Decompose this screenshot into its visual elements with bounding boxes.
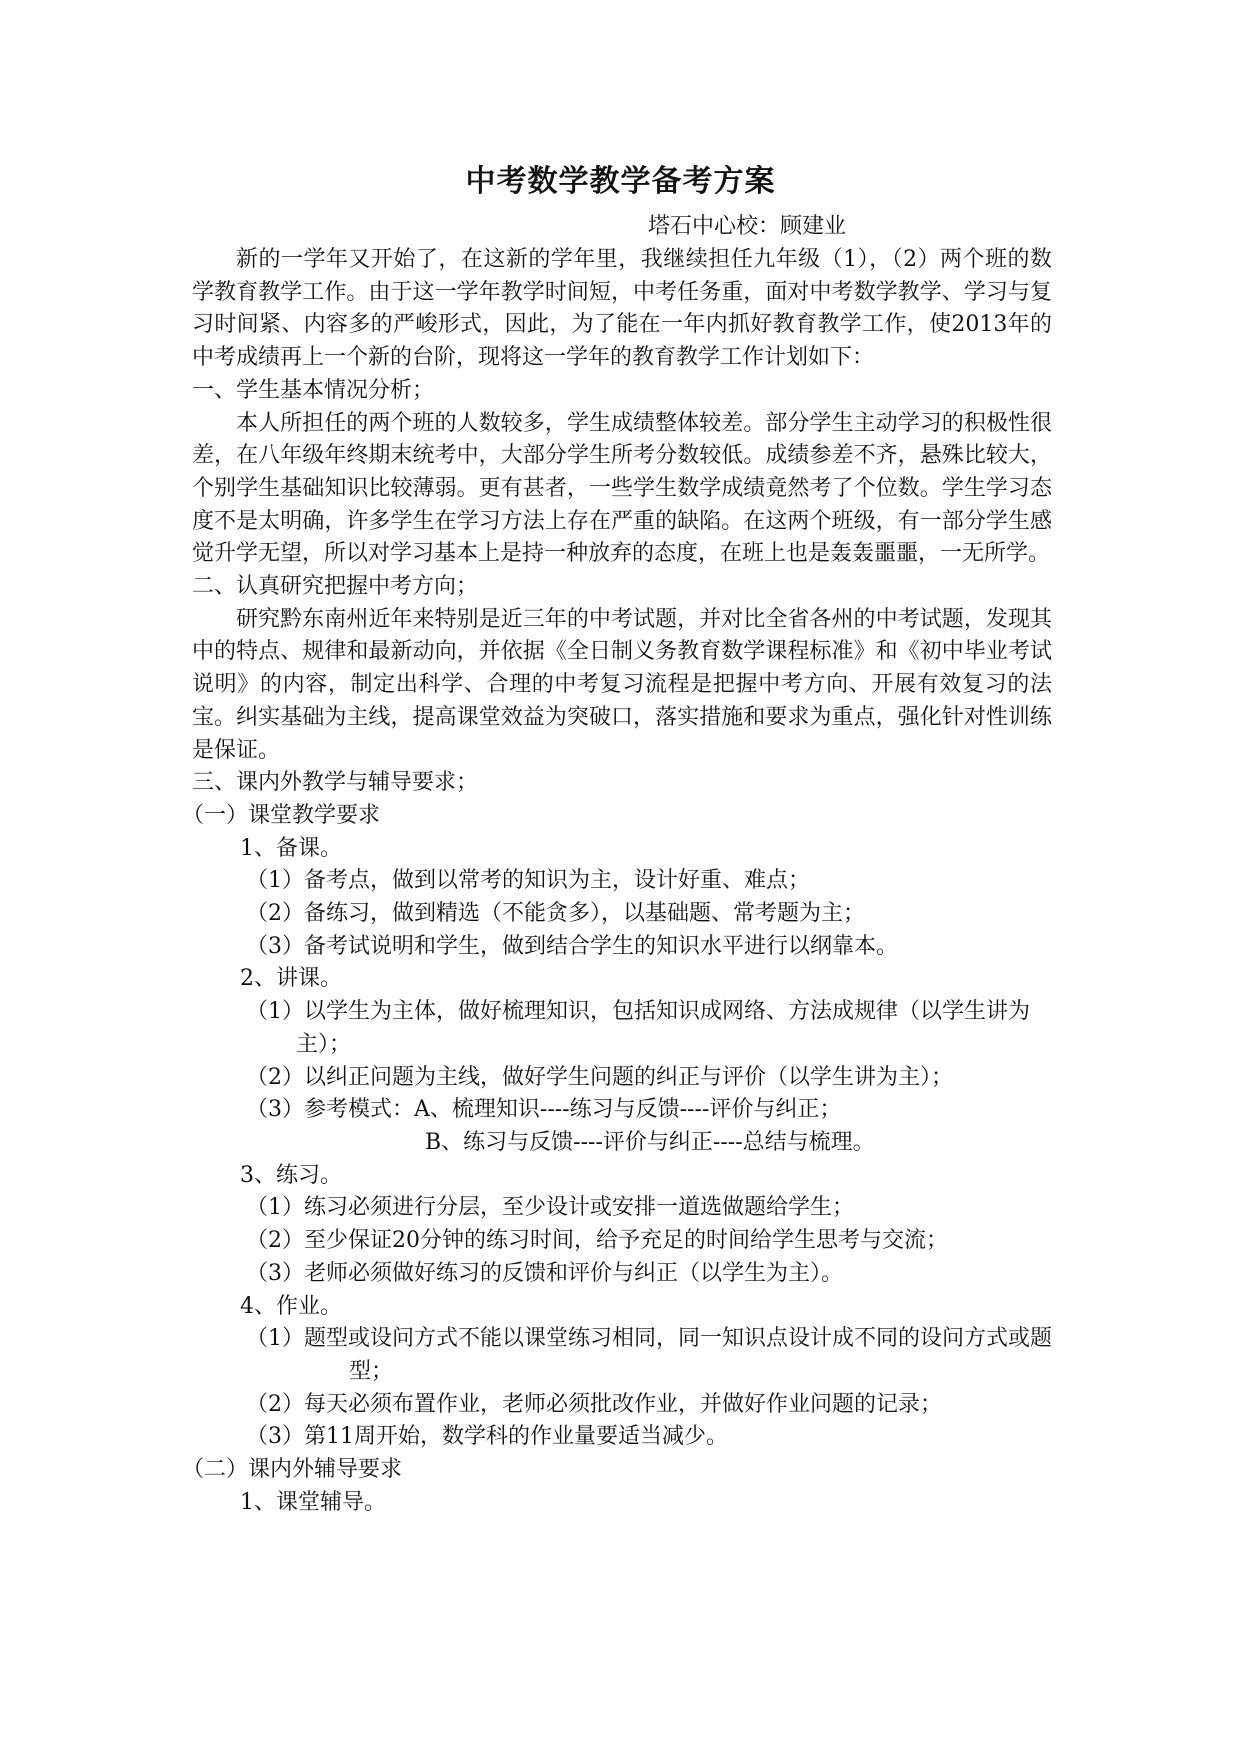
list-item: （3）第11周开始，数学科的作业量要适当减少。 [246, 1424, 728, 1450]
section-1-paragraph: 本人所担任的两个班的人数较多，学生成绩整体较差。部分学生主动学习的积极性很差，在八年级年终期末统考中，大部分学生所考分数较低。成绩参差不齐，悬殊比较大，个别学生基础知识比较薄弱。更有甚者，一些学生数学成绩竟然考了个位数。学生学习态度不是太明确，许多学生在学习方法上存在严重的缺陷。在这两个班级，有一部分学生感觉升学无望，所以对学习基本上是持一种放弃的态度，在班上也是轰轰噩噩，一无所学。 [192, 410, 1052, 567]
section-2-paragraph: 研究黔东南州近年来特别是近三年的中考试题，并对比全省各州的中考试题，发现其中的特点、规律和最新动向，并依据《全日制义务教育数学课程标准》和《初中毕业考试说明》的内容，制定出科学、合理的中考复习流程是把握中考方向、开展有效复习的法宝。纠实基础为主线，提高课堂效益为突破口，落实措施和要求为重点，强化针对性训练是保证。 [192, 606, 1052, 763]
list-item: （2）备练习，做到精选（不能贪多），以基础题、常考题为主； [246, 901, 865, 927]
list-item: 4、作业。 [240, 1293, 342, 1319]
intro-paragraph: 新的一学年又开始了，在这新的学年里，我继续担任九年级（1），（2）两个班的数学教育教学工作。由于这一学年教学时间短，中考任务重，面对中考数学教学、学习与复习时间紧、内容多的严峻形式，因此，为了能在一年内抓好教育教学工作，使2013年的中考成绩再上一个新的台阶，现将这一学年的教育教学工作计划如下： [192, 247, 1052, 371]
subsection-heading-2: （二）课内外辅导要求 [182, 1457, 403, 1483]
list-item: 1、课堂辅导。 [240, 1489, 386, 1515]
list-item: 2、讲课。 [240, 966, 342, 992]
list-item: （2）每天必须布置作业，老师必须批改作业，并做好作业问题的记录； [246, 1391, 942, 1417]
list-item: （3）参考模式：A、梳理知识----练习与反馈----评价与纠正； [246, 1097, 842, 1123]
section-heading-3: 三、课内外教学与辅导要求； [192, 770, 479, 796]
list-item: （3）老师必须做好练习的反馈和评价与纠正（以学生为主）。 [246, 1260, 843, 1286]
list-item: B、练习与反馈----评价与纠正----总结与梳理。 [425, 1129, 875, 1155]
subsection-heading-1: （一）课堂教学要求 [182, 802, 381, 828]
list-item: （1）备考点，做到以常考的知识为主，设计好重、难点； [246, 868, 810, 894]
list-item: （3）备考试说明和学生，做到结合学生的知识水平进行以纲靠本。 [246, 933, 898, 959]
list-item: （1）题型或设问方式不能以课堂练习相同，同一知识点设计成不同的设问方式或题型； [246, 1326, 1052, 1384]
document-title: 中考数学教学备考方案 [465, 164, 776, 199]
list-item: （1）以学生为主体，做好梳理知识，包括知识成网络、方法成规律（以学生讲为主）； [246, 999, 1030, 1057]
list-item: 3、练习。 [240, 1162, 342, 1188]
section-heading-1: 一、学生基本情况分析； [192, 377, 435, 403]
list-item: （2）至少保证20分钟的练习时间，给予充足的时间给学生思考与交流； [246, 1228, 948, 1254]
list-item: （1）练习必须进行分层，至少设计或安排一道选做题给学生； [246, 1195, 854, 1221]
section-heading-2: 二、认真研究把握中考方向； [192, 574, 479, 600]
document-body [182, 244, 1052, 1519]
list-item: 1、备课。 [240, 835, 342, 861]
list-item: （2）以纠正问题为主线，做好学生问题的纠正与评价（以学生讲为主）； [246, 1064, 953, 1090]
author-line: 塔石中心校：顾建业 [648, 214, 847, 239]
